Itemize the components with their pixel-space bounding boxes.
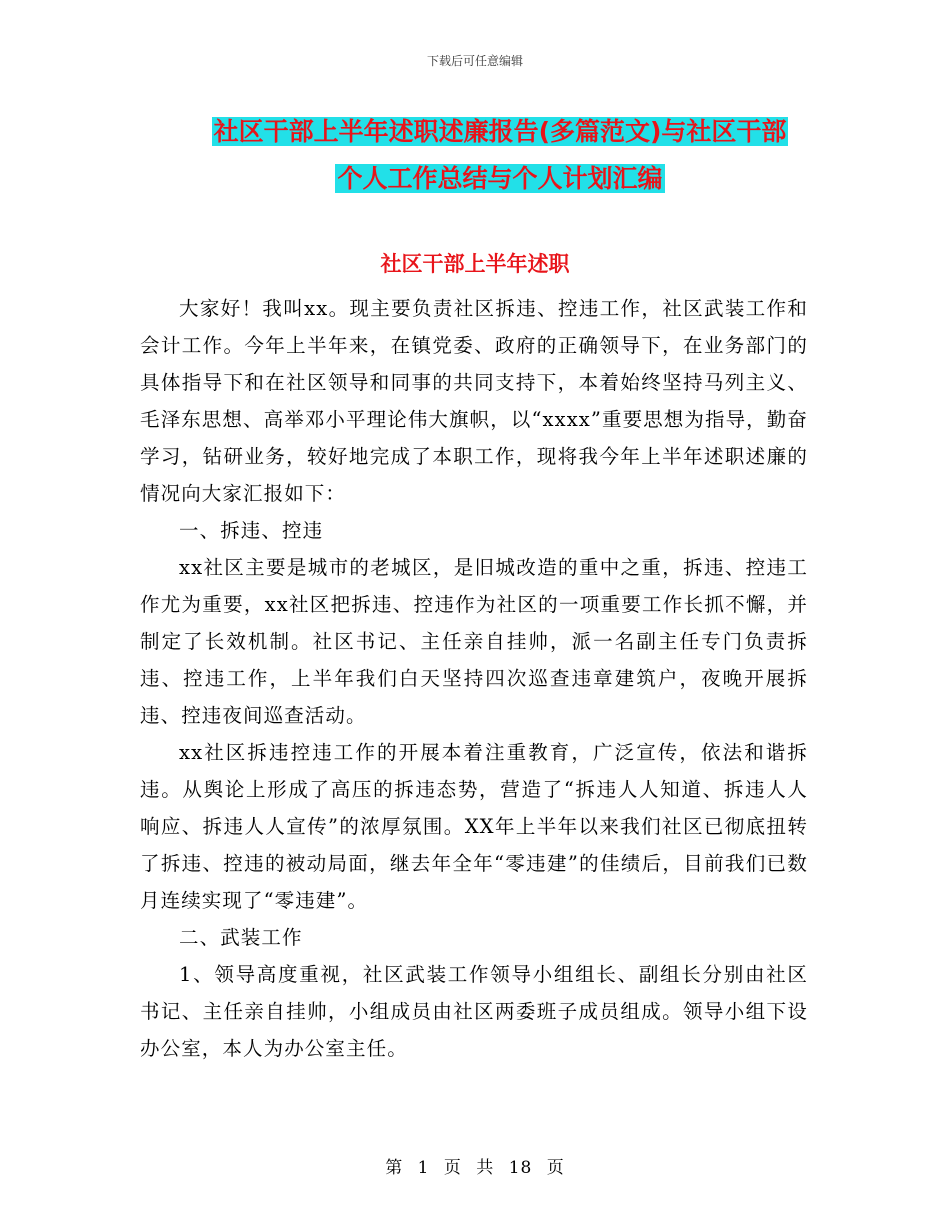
footer-page-word: 页: [443, 1158, 462, 1178]
footer-total-word: 共: [476, 1158, 495, 1178]
page-footer: [0, 1153, 950, 1178]
paragraph-intro: 大家好！我叫xx。现主要负责社区拆违、控违工作，社区武装工作和会计工作。今年上半年来，在镇党委、政府的正确领导下，在业务部门的具体指导下和在社区领导和同事的共同支持下，本着始终坚持马列主义、毛泽东思想、高举邓小平理论伟大旗帜，以“xxxx”重要思想为指导，勤奋学习，钻研业务，较好地完成了本职工作，现将我今年上半年述职述廉的情况向大家汇报如下：: [140, 297, 808, 505]
document-body: [140, 290, 808, 1067]
heading-armed-forces: 二、武装工作: [179, 926, 303, 949]
paragraph-demolition-1: xx社区主要是城市的老城区，是旧城改造的重中之重，拆违、控违工作尤为重要，xx社区把拆违、控违作为社区的一项重要工作长抓不懈，并制定了长效机制。社区书记、主任亲自挂帅，派一名副主任专门负责拆违、控违工作，上半年我们白天坚持四次巡查违章建筑户，夜晚开展拆违、控违夜间巡查活动。: [140, 556, 808, 727]
section-title: 社区干部上半年述职: [380, 252, 570, 276]
document-title: [150, 108, 850, 202]
paragraph-demolition-2: xx社区拆违控违工作的开展本着注重教育，广泛宣传，依法和谐拆违。从舆论上形成了高压的拆违态势，营造了“拆违人人知道、拆违人人响应、拆违人人宣传”的浓厚氛围。XX年上半年以来我们社区已彻底扭转了拆违、控违的被动局面，继去年全年“零违建”的佳绩后，目前我们已数月连续实现了“零违建”。: [140, 741, 808, 912]
heading-demolition: 一、拆违、控违: [179, 519, 324, 542]
document-title-line-2: 个人工作总结与个人计划汇编: [337, 164, 663, 193]
footer-suffix: 页: [546, 1158, 565, 1178]
footer-prefix: 第: [385, 1158, 404, 1178]
document-title-line-1: 社区干部上半年述职述廉报告(多篇范文)与社区干部: [213, 117, 787, 146]
header-note: 下载后可任意编辑: [426, 54, 523, 68]
footer-page-number: 1: [417, 1158, 430, 1178]
paragraph-armed-forces-1: 1、领导高度重视，社区武装工作领导小组组长、副组长分别由社区书记、主任亲自挂帅，小组成员由社区两委班子成员组成。领导小组下设办公室，本人为办公室主任。: [140, 963, 808, 1060]
footer-total-pages: 18: [508, 1158, 533, 1178]
